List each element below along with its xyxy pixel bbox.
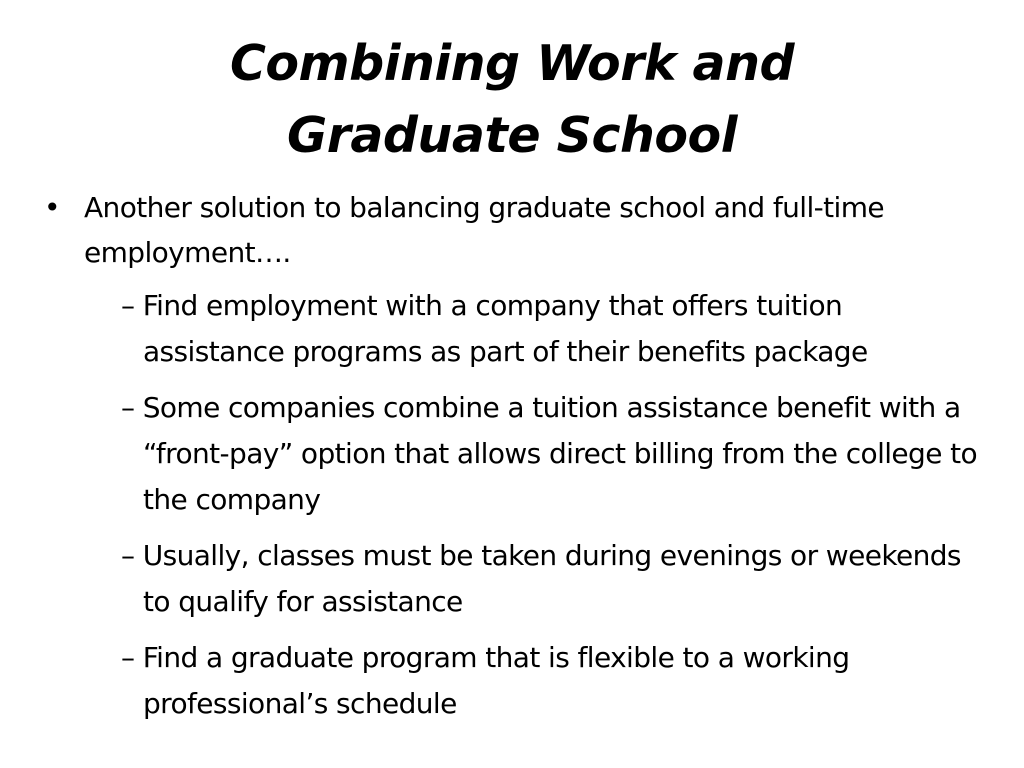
sub-point (40, 533, 990, 625)
sub-point (40, 283, 990, 375)
slide-body (40, 185, 990, 737)
dash-icon: – (121, 391, 143, 424)
sub-point (40, 385, 990, 523)
sub-point-text: Find employment with a company that offers tuition assistance programs as part of their benefits package (142, 289, 868, 368)
bullet-point-text: Another solution to balancing graduate school and full-time employment…. (84, 191, 884, 269)
sub-point (40, 635, 990, 727)
sub-point-text: Some companies combine a tuition assistance benefit with a “front-pay” option that allows direct billing from the college to the company (142, 391, 978, 516)
sub-point-text: Find a graduate program that is flexible to a working professional’s schedule (142, 641, 850, 720)
sub-point-text: Usually, classes must be taken during evenings or weekends to qualify for assistance (142, 539, 961, 618)
dash-icon: – (121, 289, 143, 322)
bullet-icon: • (44, 191, 60, 224)
dash-icon: – (121, 539, 143, 572)
slide-title-line-2: Graduate School (286, 107, 738, 164)
dash-icon: – (121, 641, 143, 674)
slide-title-line-1: Combining Work and (229, 35, 795, 92)
slide-title (60, 28, 964, 172)
bullet-point (40, 185, 990, 275)
